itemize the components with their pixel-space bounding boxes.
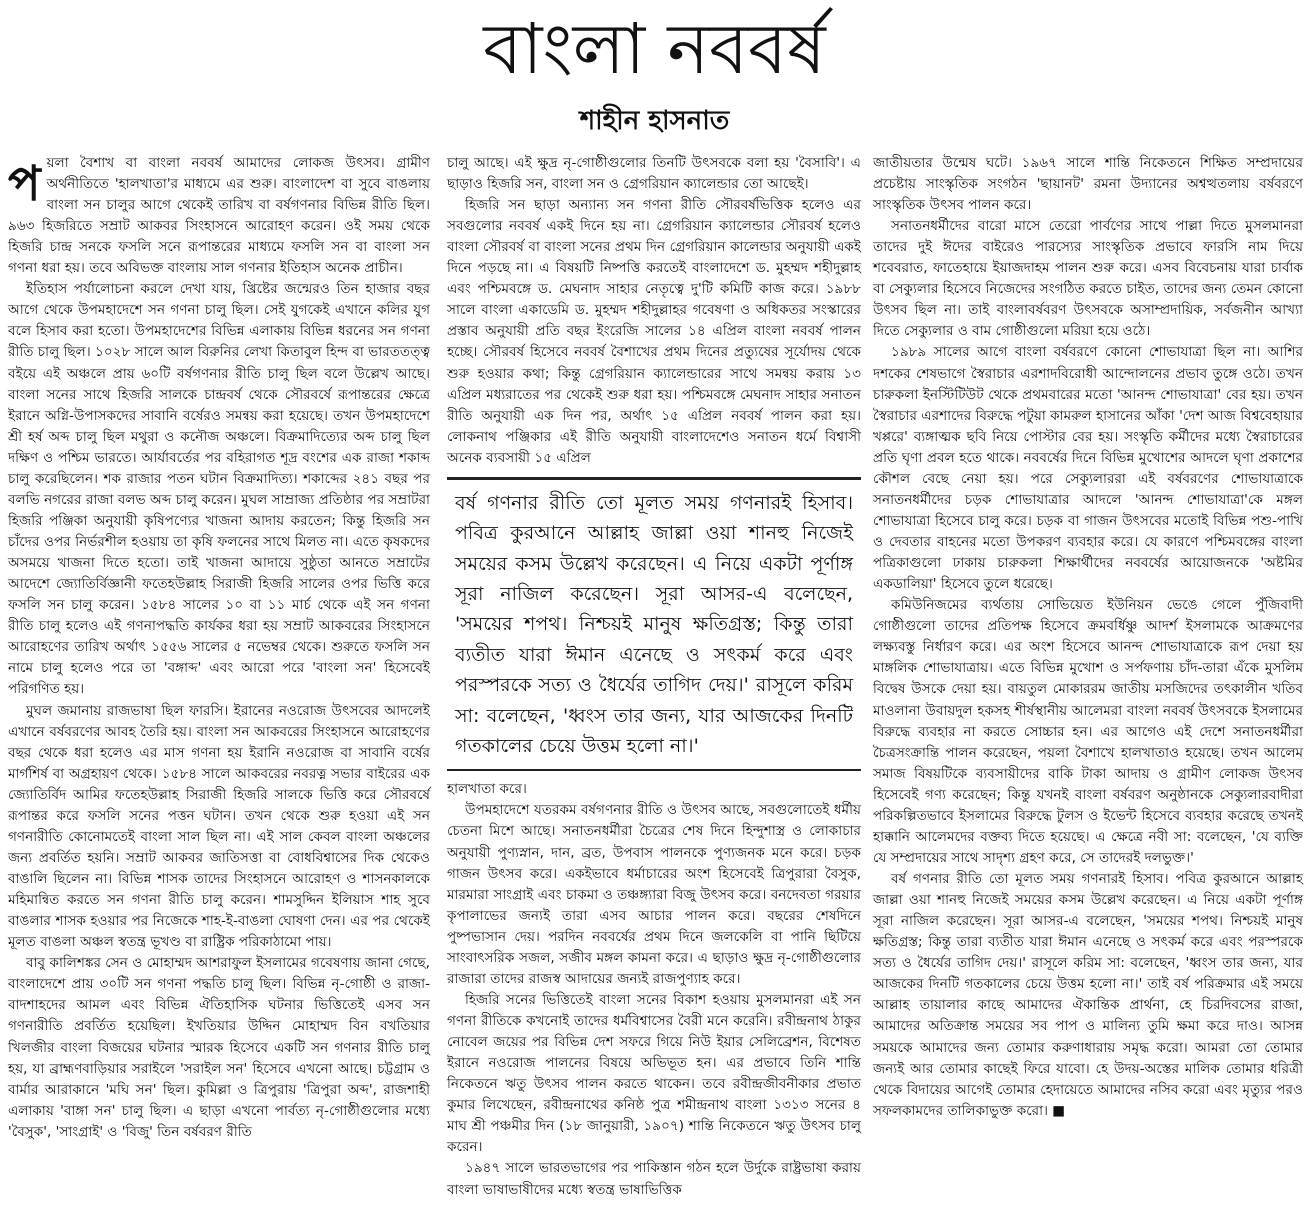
article-body	[0, 153, 1309, 1201]
paragraph: সনাতনধর্মীদের বারো মাসে তেরো পার্বণের সাথে পাল্লা দিতে মুসলমানরা তাদের দুই ঈদের বাইরেও পারস্যের সাংস্কৃতিক প্রভাবে ফারসি নাম দিয়ে শবেবরাত, ফাতেহায়ে ইয়াজদাহম পালন শুরু করে। এসব বিবেচনায় যারা চার্বাক বা সেক্যুলার হিসেবে নিজেদের সংগঠিত করতে চাইত, তাদের জন্য তেমন কোনো উৎসব ছিল না। তাই বাংলাবর্ষবরণ উৎসবকে অসাম্প্রদায়িক, সর্বজনীন আখ্যা দিতে সেক্যুলার ও বাম গোষ্ঠীগুলো মরিয়া হয়ে ওঠে।	[873, 218, 1303, 340]
article-column-1	[8, 153, 430, 1143]
article-column-2	[447, 153, 861, 1201]
paragraph: জাতীয়তার উন্মেষ ঘটে। ১৯৬৭ সালে শান্তি নিকেতনে শিক্ষিত সম্প্রদায়ের প্রচেষ্টায় সাংস্কৃতিক সংগঠন 'ছায়ানট' রমনা উদ্যানের অশ্বত্থতলায় বর্ষবরণে সাংস্কৃতিক উৎসব পালন করে।	[873, 154, 1303, 214]
paragraph: উপমহাদেশে যতরকম বর্ষগণনার রীতি ও উৎসব আছে, সবগুলোতেই ধর্মীয় চেতনা মিশে আছে। সনাতনধর্মীরা চৈত্রের শেষ দিনে হিন্দুশাস্ত্র ও লোকাচার অনুযায়ী পুণ্যস্নান, দান, ব্রত, উপবাস পালনকে পুণ্যজনক মনে করে। চড়ক গাজন উৎসব করে। একইভাবে ধর্মাচারের অংশ হিসেবেই ত্রিপুরারা বৈসুক, মারমারা সাংগ্রাই এবং চাকমা ও তঞ্চঙ্গ্যারা বিজু উৎসব করে। বনদেবতা গরয়ার কৃপালাভের জন্যই তারা এসব আচার পালন করে। বছরের শেষদিনে পুষ্পভাসান দেয়। পরদিন নববর্ষের প্রথম দিনে জলকেলি বা পানি ছিটিয়ে সাংবাৎসরিক সজল, সজীব মঙ্গল কামনা করে। এ ছাড়াও ক্ষুদ্র নৃ-গোষ্ঠীগুলোর রাজারা তাদের রাজস্ব আদায়ের জন্যই রাজপুণ্যাহ করে।	[447, 802, 861, 987]
paragraph: কমিউনিজমের ব্যর্থতায় সোভিয়েত ইউনিয়ন ভেঙে গেলে পুঁজিবাদী গোষ্ঠীগুলো তাদের প্রতিপক্ষ হিসেবে ক্রমবর্ধিষ্ণু আদর্শ ইসলামকে আক্রমণের লক্ষ্যবস্তু নির্ধারণ করে। এর অংশ হিসেবে আনন্দ শোভাযাত্রাকে রূপ দেয়া হয় মাঙ্গলিক শোভাযাত্রায়। এতে বিভিন্ন মুখোশ ও সর্পফণায় চাঁদ-তারা এঁকে মুসলিম বিদ্বেষ উসকে দেয়া হয়। বায়তুল মোকাররম জাতীয় মসজিদের তৎকালীন খতিব মাওলানা উবায়দুল হকসহ শীর্ষস্থানীয় আলেমরা বাংলা নববর্ষ উৎসবকে ইসলামের বিরুদ্ধে ব্যবহার না করতে সোচ্চার হন। এর আগেও এই দেশে সনাতনধর্মীরা চৈত্রসংক্রান্তি পালন করেছেন, পয়লা বৈশাখে হালখাতাও হয়েছে। তখন আলেম সমাজ বিষয়টিকে ব্যবসায়ীদের বাকি টাকা আদায় ও গ্রামীণ লোকজ উৎসব হিসেবেই গণ্য করেছেন; কিন্তু যখনই বাংলা বর্ষবরণ অনুষ্ঠানকে সেক্যুলারবাদীরা পরিকল্পিতভাবে ইসলামের বিরুদ্ধে টুলস ও ইভেন্ট হিসেবে ব্যবহার করেছে তখনই হাক্কানি আলেমদের বক্তব্য দিতে হয়েছে। এ ক্ষেত্রে নবী সা: বলেছেন, 'যে ব্যক্তি যে সম্প্রদায়ের সাথে সাদৃশ্য গ্রহণ করে, সে তাদেরই দলভুক্ত।'	[873, 597, 1303, 866]
column-2-top	[447, 153, 861, 469]
paragraph-text: য়লা বৈশাখ বা বাংলা নববর্ষ আমাদের লোকজ উৎসব। গ্রামীণ অর্থনীতিতে 'হালখাতা'র মাধ্যমে এর শুরু। বাংলাদেশ বা সুবে বাঙলায় বাংলা সন চালুর আগে থেকেই তারিখ বা বর্ষগণনার বিভিন্ন রীতি ছিল। ৯৬৩ হিজরিতে সম্রাট আকবর সিংহাসনে আরোহণ করেন। ওই সময় থেকে হিজরি চান্দ্র সনকে ফসলি সনে রূপান্তরের মাধ্যমে ফসলি সন বা বাংলা সন গণনা ধরা হয়। তবে অবিভক্ত বাংলায় সাল গণনার ইতিহাস অনেক প্রাচীন।	[8, 154, 430, 277]
paragraph: মুঘল জমানায় রাজভাষা ছিল ফারসি। ইরানের নওরোজ উৎসবের আদলেই এখানে বর্ষবরণের আবহ তৈরি হয়। বাংলা সন আকবরের সিংহাসনে আরোহণের বছর থেকে ধরা হলেও এর মাস গণনা হয় ইরানি নওরোজ বা সাবানি বর্ষের মার্গশির্ষ বা অগ্রহায়ণ থেকে। ১৫৮৪ সালে আকবরের নবরত্ন সভার বাইরের এক জ্যোতির্বিদ আমির ফতেহউল্লাহ সিরাজী হিজরি সালকে ভিত্তি করে সৌরবর্ষে রূপান্তর করে ফসলি সনের পত্তন ঘটান। তখন থেকে শুরু হওয়া এই সন গণনারীতি কোনোমতেই বাংলা সাল ছিল না। এই সাল কেবল বাংলা অঞ্চলের জন্য প্রবর্তিত হয়নি। সম্রাট আকবর জাতিসত্তা বা বোধবিশ্বাসের দিক থেকেও বাঙালি ছিলেন না। বিভিন্ন শাসক তাদের সিংহাসনে আরোহণ ও শাসনকালকে মহিমান্বিত করতে সন গণনা রীতি চালু করেন। শামসুদ্দিন ইলিয়াস শাহ সুবে বাঙলার শাসক হওয়ার পর নিজেকে শাহ-ই-বাঙলা ঘোষণা দেন। এর পর থেকেই মূলত বাঙলা অঞ্চল স্বতন্ত্র ভূখণ্ড বা রাষ্ট্রিক পরিকাঠামো পায়।	[8, 702, 430, 951]
paragraph: হিজরি সনের ভিত্তিতেই বাংলা সনের বিকাশ হওয়ায় মুসলমানরা এই সন গণনা রীতিকে কখনোই তাদের ধর্মবিশ্বাসের বৈরী মনে করেনি। রবীন্দ্রনাথ ঠাকুর নোবেল জয়ের পর বিভিন্ন দেশ সফরে গিয়ে নিউ ইয়ার সেলিব্রেশন, বিশেষত ইরানে নওরোজ পালনের বিষয়ে অভিভূত হন। এর প্রভাবে তিনি শান্তি নিকেতনে ঋতু উৎসব পালন করতে থাকেন। তবে রবীন্দ্রজীবনীকার প্রভাত কুমার লিখেছেন, রবীন্দ্রনাথের কনিষ্ঠ পুত্র শমীন্দ্রনাথ বাংলা ১৩১৩ সনের ৪ মাঘ শ্রী পঞ্চমীর দিন (১৮ জানুয়ারী, ১৯০৭) শান্তি নিকেতনে ঋতু উৎসব চালু করেন।	[447, 991, 861, 1156]
paragraph: ১৯৮৯ সালের আগে বাংলা বর্ষবরণে কোনো শোভাযাত্রা ছিল না। আশির দশকের শেষভাগে স্বৈরাচার এরশাদবিরোধী আন্দোলনের প্রভাব তুঙ্গে ওঠে। তখন চারুকলা ইনস্টিটিউট থেকে প্রথমবারের মতো 'আনন্দ শোভাযাত্রা' বের হয়। তখন স্বৈরাচার এরশাদের বিরুদ্ধে পটুয়া কামরুল হাসানের আঁকা 'দেশ আজ বিশ্ববেহায়ার খপ্পরে' ব্যঙ্গাত্মক ছবি নিয়ে পোস্টার বের হয়। সংস্কৃতি কর্মীদের মধ্যে স্বৈরাচারের প্রতি ঘৃণা প্রবল হতে থাকে। নববর্ষের দিনে বিভিন্ন মুখোশের আদলে ঘৃণা প্রকাশের কৌশল বেছে নেয়া হয়। পরে সেক্যুলাররা এই বর্ষবরণের শোভাযাত্রাকে সনাতনধর্মীদের চড়ক শোভাযাত্রার আদলে 'আনন্দ শোভাযাত্রা'কে মঙ্গল শোভাযাত্রা হিসেবে চালু করে। চড়ক বা গাজন উৎসবের মতোই বিভিন্ন পশু-পাখি ও দেবতার বাহনের মতো উপকরণ ব্যবহার করে। যে কারণে পশ্চিমবঙ্গের বাংলা পত্রিকাগুলো ঢাকায় চারুকলা শিক্ষার্থীদের নববর্ষের আয়োজনকে 'অষ্টমির একডালিয়া' হিসেবে তুলে ধরেছে।	[873, 344, 1303, 593]
drop-cap: প	[8, 155, 41, 212]
paragraph: বাবু কালিশঙ্কর সেন ও মোহাম্মদ আশরাফুল ইসলামের গবেষণায় জানা গেছে, বাংলাদেশে প্রায় ৩০টি সন গণনা পদ্ধতি চালু ছিল। বিভিন্ন নৃ-গোষ্ঠী ও রাজা-বাদশাহদের আমল এবং বিভিন্ন ঐতিহাসিক ঘটনার ভিত্তিতেই এসব সন গণনারীতি প্রবর্তিত হয়েছিল। ইখতিয়ার উদ্দিন মোহাম্মদ বিন বখতিয়ার খিলজীর বাংলা বিজয়ের ঘটনার স্মারক হিসেবে একটি সন গণনার রীতি চালু হয়, যা ব্রাহ্মণবাড়িয়ার সরাইলে 'সরাইল সন' হিসেবে এখনো আছে। চট্টগ্রাম ও বার্মার আরাকানে 'মঘি সন' ছিল। কুমিল্লা ও ত্রিপুরায় 'ত্রিপুরা অব্দ', রাজশাহী এলাকায় 'বাঙ্গা সন' চালু ছিল। এ ছাড়া এখনো পার্বত্য নৃ-গোষ্ঠীগুলোর মধ্যে 'বৈসুক', 'সাংগ্রাই' ও 'বিজু' তিন বর্ষবরণ রীতি	[8, 955, 430, 1140]
paragraph: ইতিহাস পর্যালোচনা করলে দেখা যায়, খ্রিষ্টের জন্মেরও তিন হাজার বছর আগে থেকে উপমহাদেশে সন গণনা চালু ছিল। সেই যুগকেই এখানে কলির যুগ বলে হিসাব করা হতো। উপমহাদেশের বিভিন্ন এলাকায় বিভিন্ন ধরনের সন গণনা রীতি চালু ছিল। ১০২৮ সালে আল বিরুনির লেখা কিতাবুল হিন্দ বা ভারততত্ত্ব বইয়ে এই অঞ্চলে প্রায় ৬০টি বর্ষগণনার রীতি চালু ছিল বলে উল্লেখ আছে। বাংলা সনের সাথে হিজরি সালকে চান্দ্রবর্ষ থেকে সৌরবর্ষে রূপান্তরের ক্ষেত্রে ইরানে অগ্নি-উপাসকদের সাবানি বর্ষেরও সমন্বয় করা হয়েছে। তখন উপমহাদেশে শ্রী হর্ষ অব্দ চালু ছিল মথুরা ও কনৌজ অঞ্চলে। বিক্রমাদিত্যের অব্দ চালু ছিল দক্ষিণ ও পশ্চিম ভারতে। আর্যাবর্তের পর বহিরাগত শূদ্র বংশের এক রাজা শকাব্দ চালু করেছিলেন। শক রাজার পতন ঘটান বিক্রমাদিত্য। শকাব্দের ২৪১ বছর পর বলভি নগরের রাজা বলভ অব্দ চালু করেন। মুঘল সাম্রাজ্য প্রতিষ্ঠার পর সম্রাটরা হিজরি পঞ্জিকা অনুযায়ী কৃষিপণ্যের খাজনা আদায় করতেন; কিন্তু হিজরি সন চাঁদের ওপর নির্ভরশীল হওয়ায় তা কৃষি ফলনের সাথে মিলত না। এতে কৃষকদের অসময়ে খাজনা দিতে হতো। তাই খাজনা আদায়ে সুষ্ঠুতা আনতে সম্রাটের আদেশে জ্যোতির্বিজ্ঞানী ফতেহউল্লাহ সিরাজী হিজরি সালের ওপর ভিত্তি করে ফসলি সন চালু করেন। ১৫৮৪ সালের ১০ বা ১১ মার্চ থেকে এই সন গণনা রীতি চালু হলেও এই গণনাপদ্ধতি কার্যকর ধরা হয় সম্রাট আকবরের সিংহাসনে আরোহণের তারিখ অর্থাৎ ১৫৫৬ সালের ৫ নভেম্বর থেকে। শুরুতে ফসলি সন নামে চালু হলেও পরে তা 'বঙ্গাব্দ' এবং আরো পরে 'বাংলা সন' হিসেবেই পরিগণিত হয়।	[8, 281, 430, 698]
article-header	[0, 0, 1309, 139]
column-2-bottom	[447, 779, 861, 1200]
paragraph: ১৯৪৭ সালে ভারতভাগের পর পাকিস্তান গঠন হলে উর্দুকে রাষ্ট্রভাষা করায় বাংলা ভাষাভাষীদের মধ্যে স্বতন্ত্র ভাষাভিত্তিক	[447, 1160, 861, 1198]
article-column-3	[873, 153, 1303, 1122]
paragraph: চালু আছে। এই ক্ষুদ্র নৃ-গোষ্ঠীগুলোর তিনটি উৎসবকে বলা হয় 'বৈসাবি'। এ ছাড়াও হিজরি সন, বাংলা সন ও গ্রেগরিয়ান ক্যালেন্ডার তো আছেই।	[447, 154, 861, 192]
paragraph: হালখাতা করে।	[447, 781, 527, 798]
paragraph	[8, 153, 430, 279]
article-title: বাংলা নববর্ষ	[483, 8, 826, 90]
paragraph: হিজরি সন ছাড়া অন্যান্য সন গণনা রীতি সৌরবর্ষভিত্তিক হলেও এর সবগুলোর নববর্ষ একই দিনে হয় না। গ্রেগরিয়ান ক্যালেন্ডার সৌরবর্ষ হলেও বাংলা সৌরবর্ষ বা বাংলা সনের প্রথম দিন গ্রেগরিয়ান কালেন্ডার অনুযায়ী একই দিনে পড়ছে না। এ বিষয়টি নিষ্পত্তি করতেই বাংলাদেশে ড. মুহম্মদ শহীদুল্লাহ এবং পশ্চিমবঙ্গে ড. মেঘনাদ সাহার নেতৃত্বে দু'টি কমিটি কাজ করে। ১৯৮৮ সালে বাংলা একাডেমি ড. মুহম্মদ শহীদুল্লাহর গবেষণা ও অধিকতর সংস্কারের প্রস্তাব অনুযায়ী প্রতি বছর ইংরেজি সালের ১৪ এপ্রিল বাংলা নববর্ষ পালন হচ্ছে। সৌরবর্ষ হিসেবে নববর্ষ বৈশাখের প্রথম দিনের প্রত্যুষের সূর্যোদয় থেকে শুরু হওয়ার কথা; কিন্তু গ্রেগরিয়ান ক্যালেন্ডারের সাথে সমন্বয় করায় ১৩ এপ্রিল মধ্যরাতের পর থেকেই শুরু ধরা হয়। পশ্চিমবঙ্গে মেঘনাদ সাহার সনাতন রীতি অনুযায়ী এক দিন পর, অর্থাৎ ১৫ এপ্রিল নববর্ষ পালন করা হয়। লোকনাথ পঞ্জিকার এই রীতি অনুযায়ী বাংলাদেশেও সনাতন ধর্মে বিশ্বাসী অনেক ব্যবসায়ী ১৫ এপ্রিল	[447, 197, 861, 466]
paragraph: বর্ষ গণনার রীতি তো মূলত সময় গণনারই হিসাব। পবিত্র কুরআনে আল্লাহ জাল্লা ওয়া শানহু নিজেই সময়ের কসম উল্লেখ করেছেন। এ নিয়ে একটা পূর্ণাঙ্গ সূরা নাজিল করেছেন। সূরা আসর-এ বলেছেন, 'সময়ের শপথ। নিশ্চয়ই মানুষ ক্ষতিগ্রস্ত; কিন্তু তারা ব্যতীত যারা ঈমান এনেছে ও সৎকর্ম করে এবং পরস্পরকে সত্য ও ধৈর্যের তাগিদ দেয়।' রাসূলে করিম সা: বলেছেন, 'ধ্বংস তার জন্য, যার আজকের দিনটি গতকালের চেয়ে উত্তম হলো না।' তাই বর্ষ পরিক্রমার এই সময়ে আল্লাহ তায়ালার কাছে আমাদের ঐকান্তিক প্রার্থনা, হে চিরদিবসের রাজা, আমাদের অতিক্রান্ত সময়ের সব পাপ ও মালিন্য তুমি ক্ষমা করে দাও। আসন্ন সময়কে আমাদের জন্য তোমার করুণাধারায় সমৃদ্ধ করো। আমরা তো তোমার জন্যই আর তোমার কাছেই ফিরে যাবো। হে উদয়-অস্তের মালিক তোমার ধরিত্রী থেকে বিদায়ের আগেই তোমার হেদায়েতে আমাদের নসিব করো এবং মৃত্যুর পরও সফলকামদের তালিকাভুক্ত করো। ■	[873, 871, 1303, 1119]
pull-quote: বর্ষ গণনার রীতি তো মূলত সময় গণনারই হিসাব। পবিত্র কুরআনে আল্লাহ জাল্লা ওয়া শানহু নিজেই সময়ের কসম উল্লেখ করেছেন। এ নিয়ে একটা পূর্ণাঙ্গ সূরা নাজিল করেছেন। সূরা আসর-এ বলেছেন, 'সময়ের শপথ। নিশ্চয়ই মানুষ ক্ষতিগ্রস্ত; কিন্তু তারা ব্যতীত যারা ঈমান এনেছে ও সৎকর্ম করে এবং পরস্পরকে সত্য ও ধৈর্যের তাগিদ দেয়।' রাসূলে করিম সা: বলেছেন, 'ধ্বংস তার জন্য, যার আজকের দিনটি গতকালের চেয়ে উত্তম হলো না।'	[447, 477, 861, 772]
author-byline: শাহীন হাসনাত	[579, 105, 730, 136]
